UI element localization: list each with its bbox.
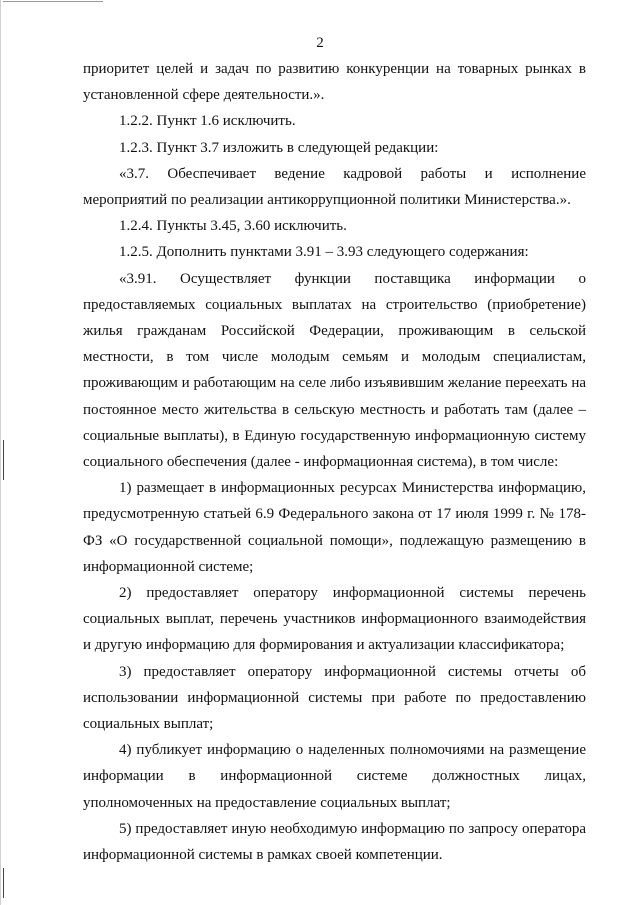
paragraph: 5) предоставляет иную необходимую информацию по запросу оператора информационной системы в рамках своей компетенции. [83, 820, 586, 864]
paragraph: 3) предоставляет оператору информационной системы отчеты об использовании информационной системы при работе по предоставлению социальных выплат; [83, 663, 586, 733]
document-body [83, 56, 586, 868]
page-number: 2 [316, 35, 324, 51]
scan-mark [3, 440, 4, 480]
scan-mark [3, 868, 4, 898]
paragraph: 4) публикует информацию о наделенных полномочиями на размещение информации в информационной системе должностных лицах, уполномоченных на предоставление социальных выплат; [83, 742, 586, 811]
paragraph: 2) предоставляет оператору информационной системы перечень социальных выплат, перечень участников информационного взаимодействия и другую информацию для формирования и актуализации классификатора; [83, 585, 586, 654]
paragraph: 1.2.3. Пункт 3.7 изложить в следующей редакции: [119, 139, 439, 156]
paragraph: «3.7. Обеспечивает ведение кадровой работы и исполнение мероприятий по реализации антикоррупционной политики Министерства.». [83, 165, 586, 209]
scan-edge-line [3, 1, 103, 2]
paragraph: «3.91. Осуществляет функции поставщика информации о предоставляемых социальных выплатах на строительство (приобретение) жилья гражданам Российской Федерации, проживающим в сельской местности, в том числе молодым семьям и молодым специалистам, проживающим и работающим на селе либо изъявившим желание переехать на постоянное место жительства в сельскую местность и работать там (далее – социальные выплаты), в Единую государственную информационную систему социального обеспечения (далее - информационная система), в том числе: [83, 270, 586, 471]
paragraph: 1.2.5. Дополнить пунктами 3.91 – 3.93 следующего содержания: [119, 244, 529, 261]
scan-edge-left [0, 0, 1, 905]
paragraph: приоритет целей и задач по развитию конкуренции на товарных рынках в установленной сфере деятельности.». [83, 61, 586, 104]
paragraph: 1.2.4. Пункты 3.45, 3.60 исключить. [119, 218, 347, 235]
paragraph: 1.2.2. Пункт 1.6 исключить. [119, 113, 296, 130]
paragraph: 1) размещает в информационных ресурсах Министерства информацию, предусмотренную статьей 6.9 Федерального закона от 17 июля 1999 г. № 178-ФЗ «О государственной социальной помощи», подлежащую размещению в информационной системе; [83, 480, 586, 575]
